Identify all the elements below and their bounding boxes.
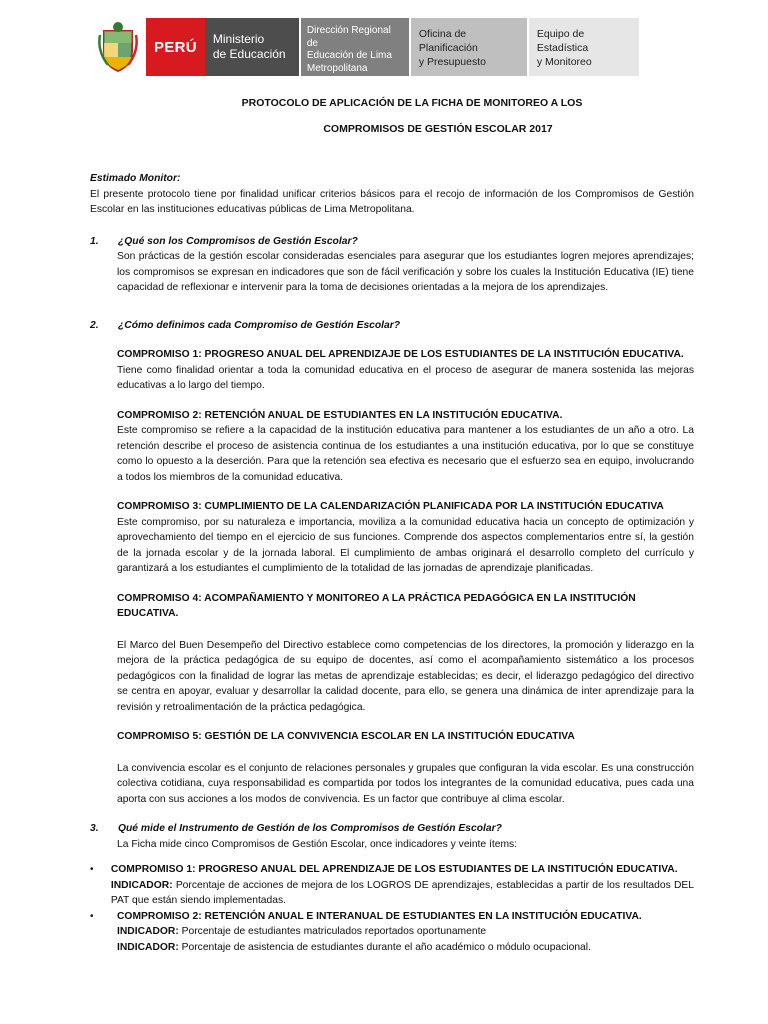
- peru-coat-of-arms-icon: [96, 18, 140, 76]
- document-title-line2: COMPROMISOS DE GESTIÓN ESCOLAR 2017: [323, 122, 553, 135]
- list-item-heading: COMPROMISO 2: RETENCIÓN ANUAL E INTERANUAL DE ESTUDIANTES EN LA INSTITUCIÓN EDUCATIVA.: [117, 910, 642, 922]
- indicator-label: INDICADOR:: [110, 879, 173, 891]
- equipo-box: [529, 18, 639, 76]
- compromiso-1-text: Tiene como finalidad orientar a toda la comunidad educativa en el proceso de asegurar de manera sostenida las mejoras educativas a lo largo del tiempo.: [117, 364, 694, 391]
- section-2-number: 2.: [90, 319, 99, 331]
- list-item-indicator: [117, 924, 642, 940]
- list-item: [90, 909, 694, 956]
- bullet-icon: •: [90, 864, 94, 875]
- compromiso-4-heading: COMPROMISO 4: ACOMPAÑAMIENTO Y MONITOREO A LA PRÁCTICA PEDAGÓGICA EN LA INSTITUCIÓN EDUCATIVA.: [117, 592, 636, 619]
- section-3-text: La Ficha mide cinco Compromisos de Gestión Escolar, once indicadores y veinte ítems:: [117, 838, 518, 850]
- indicator-label: INDICADOR:: [117, 926, 179, 937]
- compromiso-3-text: Este compromiso, por su naturaleza e importancia, moviliza a la comunidad educativa hacia un concepto de optimización y aprovechamiento del tiempo en el ejercicio de sus funciones. Comprende dos aspectos complementarios entre sí, la gestión de la jornada escolar y de la jornada laboral. El cumplimiento de ambas originará el desarrollo completo del currículo y garantizará a los estudiantes el cumplimiento de la totalidad de las jornadas de aprendizaje planificadas.: [117, 516, 694, 574]
- section-3-number: 3.: [90, 823, 99, 834]
- direccion-line3: Metropolitana: [306, 62, 368, 74]
- ministerio-logo: [205, 18, 299, 76]
- compromiso-2-text: Este compromiso se refiere a la capacidad de la institución educativa para mantener a los estudiantes de un año a otro. La retención describe el proceso de asistencia continua de los estudiantes a una institución educativa, por lo que se constituye como lo opuesto a la deserción. Para que la retención sea efectiva es necesario que el esfuerzo sea en equipo, involucrando a todos los miembros de la comunidad educativa.: [117, 425, 694, 483]
- greeting: Estimado Monitor:: [90, 173, 181, 184]
- compromisos-list: [90, 862, 694, 955]
- oficina-line2: y Presupuesto: [418, 56, 486, 68]
- section-1-number: 1.: [90, 235, 99, 247]
- section-1-heading: [90, 234, 694, 250]
- list-item-indicator: [117, 940, 642, 956]
- header-banner: [96, 18, 639, 76]
- compromiso-5-heading: COMPROMISO 5: GESTIÓN DE LA CONVIVENCIA ESCOLAR EN LA INSTITUCIÓN EDUCATIVA: [117, 731, 575, 742]
- ministerio-line2: de Educación: [212, 47, 286, 61]
- section-2-heading: [90, 318, 694, 334]
- oficina-line1: Oficina de Planificación: [418, 28, 478, 54]
- list-item: [90, 862, 694, 909]
- bullet-icon: •: [90, 910, 94, 922]
- compromiso-5-text: La convivencia escolar es el conjunto de relaciones personales y grupales que configuran la vida escolar. Es una construcción colectiva cotidiana, cuya responsabilidad es compartida por todos los integrantes de la comunidad educativa, pues cada una aporta con sus acciones a los modos de convivencia. Es un factor que contribuye al clima escolar.: [117, 762, 694, 805]
- section-1-text: Son prácticas de la gestión escolar consideradas esenciales para asegurar que los estudiantes logren mejores aprendizajes; los compromisos se expresan en indicadores que son de fácil verificación y sobre los cuales la Institución Educativa (IE) tiene capacidad de reflexionar e intervenir para la toma de decisiones orientadas a la mejora de los aprendizajes.: [117, 251, 694, 293]
- compromiso-1-heading: COMPROMISO 1: PROGRESO ANUAL DEL APRENDIZAJE DE LOS ESTUDIANTES DE LA INSTITUCIÓN EDUCATIVA.: [117, 349, 684, 360]
- equipo-line1: Equipo de Estadística: [536, 28, 589, 54]
- list-item-indicator: [111, 878, 694, 909]
- oficina-box: [411, 18, 527, 76]
- section-2-question: ¿Cómo definimos cada Compromiso de Gestión Escolar?: [118, 319, 401, 331]
- ministerio-line1: Ministerio: [212, 32, 265, 46]
- direccion-line1: Dirección Regional de: [306, 25, 391, 49]
- compromiso-4-text: El Marco del Buen Desempeño del Directivo establece como competencias de los directores, la promoción y liderazgo en la mejora de la práctica pedagógica de su equipo de docentes, así como el acompañamiento sistemático a los procesos pedagógicos con la finalidad de lograr las metas de aprendizaje establecidas; es decir, el liderazgo pedagógico del directivo se centra en apoyar, evaluar y desarrollar la calidad docente, para ello, se genera una dinámica de inter aprendizaje para la revisión y retroalimentación de la práctica pedagógica.: [117, 639, 694, 713]
- peru-label: PERÚ: [154, 38, 197, 56]
- list-item-heading: COMPROMISO 1: PROGRESO ANUAL DEL APRENDIZAJE DE LOS ESTUDIANTES DE LA INSTITUCIÓN EDUCATIVA.: [110, 864, 678, 875]
- indicator-label: INDICADOR:: [117, 941, 179, 953]
- document-title-line1: PROTOCOLO DE APLICACIÓN DE LA FICHA DE MONITOREO A LOS: [241, 97, 583, 109]
- direccion-line2: Educación de Lima: [306, 50, 392, 61]
- section-3-question: Qué mide el Instrumento de Gestión de los Compromisos de Gestión Escolar?: [118, 823, 502, 834]
- indicator-text: Porcentaje de estudiantes matriculados reportados oportunamente: [178, 926, 487, 937]
- indicator-text: Porcentaje de asistencia de estudiantes durante el año académico o módulo ocupacional.: [178, 941, 591, 953]
- indicator-text: Porcentaje de acciones de mejora de los LOGROS DE aprendizajes, establecidas a partir de los resultados DEL PAT que están siendo implementadas.: [110, 879, 694, 906]
- compromiso-2-heading: COMPROMISO 2: RETENCIÓN ANUAL DE ESTUDIANTES EN LA INSTITUCIÓN EDUCATIVA.: [117, 409, 563, 421]
- section-3-heading: [90, 821, 694, 837]
- direccion-regional-box: [301, 18, 409, 76]
- equipo-line2: y Monitoreo: [536, 56, 592, 68]
- compromiso-3-heading: COMPROMISO 3: CUMPLIMIENTO DE LA CALENDARIZACIÓN PLANIFICADA POR LA INSTITUCIÓN EDUCATIVA: [117, 501, 664, 512]
- document-body: [90, 96, 694, 955]
- section-1-question: ¿Qué son los Compromisos de Gestión Escolar?: [118, 235, 358, 247]
- intro-paragraph: El presente protocolo tiene por finalidad unificar criterios básicos para el recojo de información de los Compromisos de Gestión Escolar en las instituciones educativas públicas de Lima Metropolitana.: [90, 188, 694, 215]
- peru-logo: [146, 18, 205, 76]
